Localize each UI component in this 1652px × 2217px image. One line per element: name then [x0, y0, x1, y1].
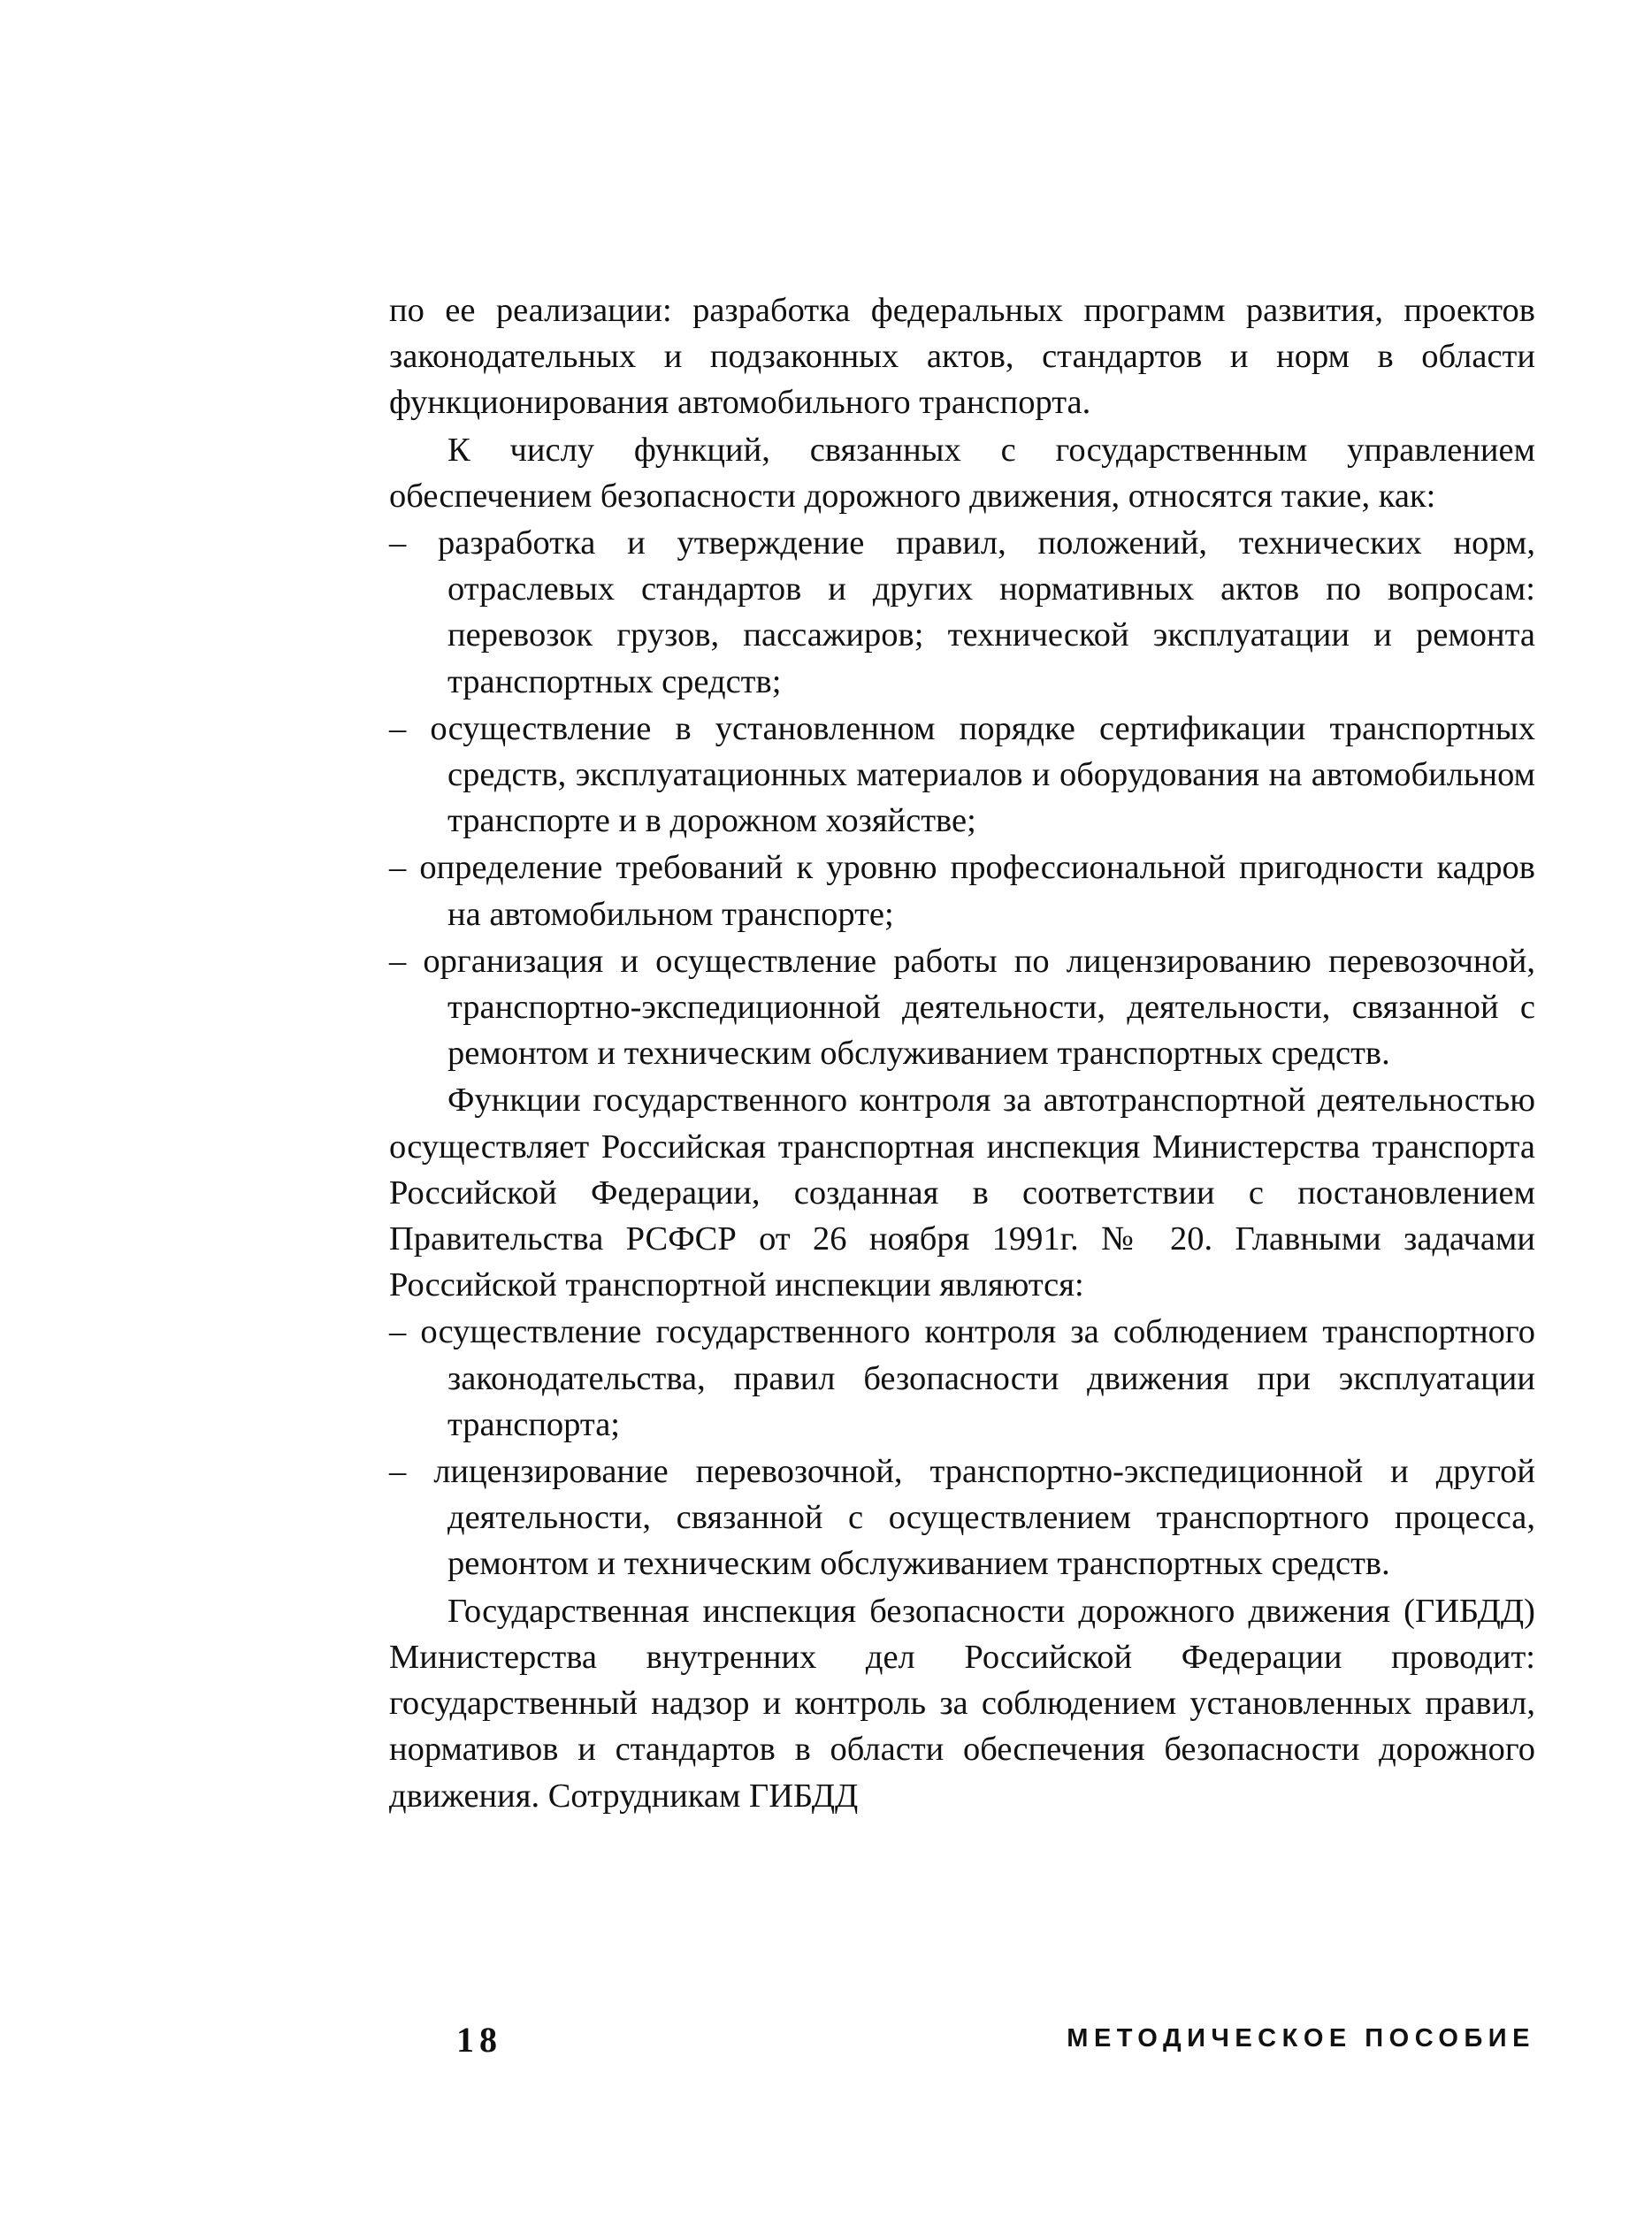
list-item-certification: – осуществление в установленном порядке сертификации транспортных средств, эксплуатационных материалов и оборудования на автомобильном транспорте и в дорожном хозяйстве; — [389, 709, 1535, 840]
page-number: 18 — [456, 2020, 502, 2060]
list-item-licensing-organization: – организация и осуществление работы по лицензированию перевозочной, транспортно-экспедиционной деятельности, деятельности, связанной с ремонтом и техническим обслуживанием транспортных средств. — [389, 942, 1535, 1073]
paragraph-functions-intro: К числу функций, связанных с государственным управлением обеспечением безопасности дорожного движения, относятся такие, как: — [389, 431, 1535, 515]
paragraph-transport-inspection: Функции государственного контроля за автотранспортной деятельностью осуществляет Российская транспортная инспекция Министерства транспорта Российской Федерации, созданная в соответствии с постановлением Правительства РСФСР от 26 ноября 1991г. № 20. Главными задачами Российской транспортной инспекции являются: — [389, 1082, 1535, 1304]
list-item-state-control: – осуществление государственного контроля за соблюдением транспортного законодательства, правил безопасности движения при эксплуатации транспорта; — [389, 1313, 1535, 1443]
list-item-licensing: – лицензирование перевозочной, транспортно-экспедиционной и другой деятельности, связанной с осуществлением транспортного процесса, ремонтом и техническим обслуживанием транспортных средств. — [389, 1453, 1535, 1583]
list-item-rules-development: – разработка и утверждение правил, положений, технических норм, отраслевых стандартов и других нормативных актов по вопросам: перевозок грузов, пассажиров; технической эксплуатации и ремонта транспортных средств; — [389, 524, 1535, 700]
paragraph-gibdd: Государственная инспекция безопасности дорожного движения (ГИБДД) Министерства внутренних дел Российской Федерации проводит: государственный надзор и контроль за соблюдением установленных правил, нормативов и стандартов в области обеспечения безопасности дорожного движения. Сотрудникам ГИБДД — [389, 1592, 1535, 1815]
paragraph-continuation: по ее реализации: разработка федеральных программ развития, проектов законодательных и подзаконных актов, стандартов и норм в области функционирования автомобильного транспорта. — [389, 292, 1535, 422]
running-title: МЕТОДИЧЕСКОЕ ПОСОБИЕ — [1067, 2024, 1535, 2053]
page-body-text — [389, 287, 1535, 1819]
page-footer — [389, 2019, 1535, 2072]
list-item-qualification-requirements: – определение требований к уровню профессиональной пригодности кадров на автомобильном транспорте; — [389, 849, 1535, 933]
